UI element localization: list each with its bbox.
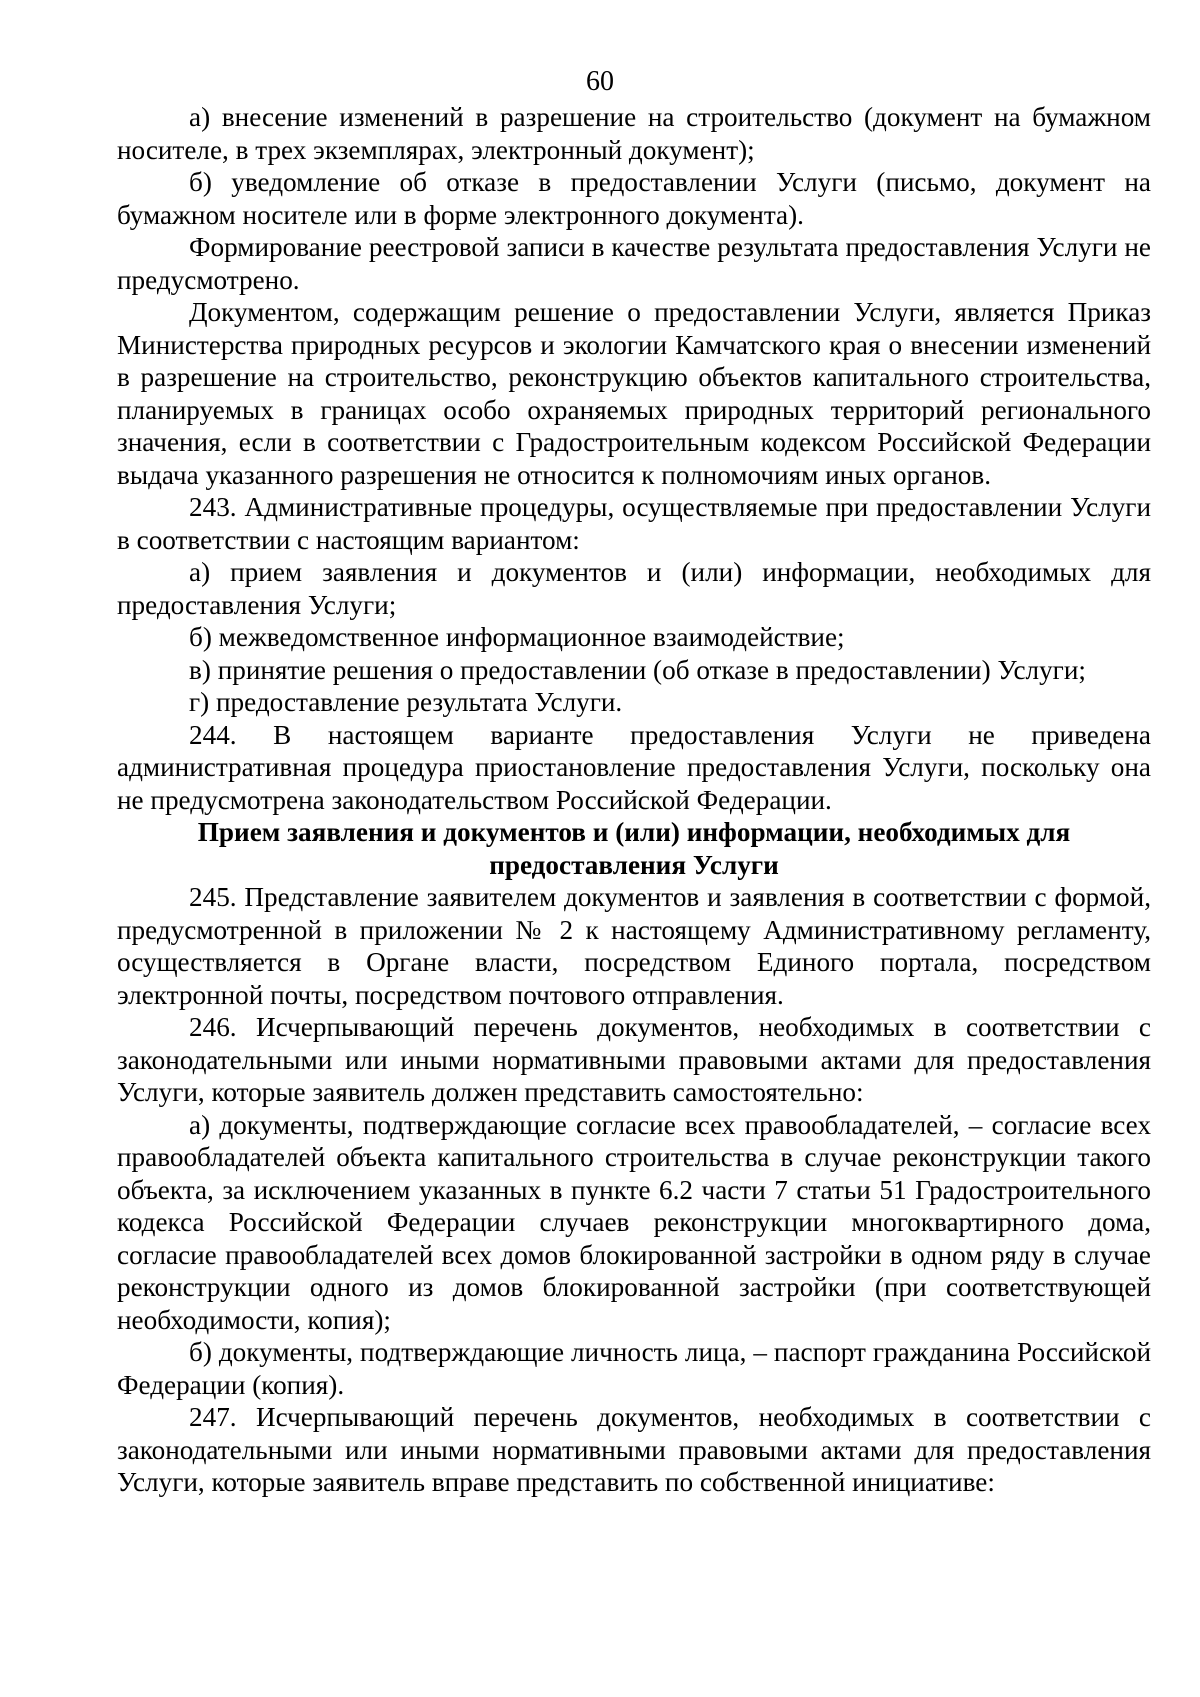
paragraph-246-b: б) документы, подтверждающие личность лица, – паспорт гражданина Российской Федерации (копия). [117, 1337, 1151, 1400]
paragraph-243-b: б) межведомственное информационное взаимодействие; [189, 622, 845, 652]
paragraph-243-c: в) принятие решения о предоставлении (об отказе в предоставлении) Услуги; [189, 654, 1086, 685]
section-heading: Прием заявления и документов и (или) информации, необходимых для предоставления Услуги [197, 817, 1071, 880]
paragraph-243-a: а) прием заявления и документов и (или) информации, необходимых для предоставления Услуги; [117, 557, 1151, 620]
paragraph-244: 244. В настоящем варианте предоставления Услуги не приведена административная процедура приостановление предоставления Услуги, поскольку она не предусмотрена законодательством Российской Федерации. [117, 719, 1151, 815]
paragraph-247: 247. Исчерпывающий перечень документов, необходимых в соответствии с законодательными или иными нормативными правовыми актами для предоставления Услуги, которые заявитель вправе представить по собственной инициативе: [117, 1402, 1151, 1497]
paragraph-243: 243. Административные процедуры, осуществляемые при предоставлении Услуги в соответствии с настоящим вариантом: [117, 492, 1151, 555]
paragraph-registry-record: Формирование реестровой записи в качестве результата предоставления Услуги не предусмотрено. [117, 232, 1151, 295]
document-body [117, 101, 1151, 1499]
paragraph-result-amendment: а) внесение изменений в разрешение на строительство (документ на бумажном носителе, в трех экземплярах, электронный документ); [117, 102, 1151, 165]
page-number: 60 [586, 66, 614, 97]
paragraph-decision-document: Документом, содержащим решение о предоставлении Услуги, является Приказ Министерства природных ресурсов и экологии Камчатского края о внесении изменений в разрешение на строительство, реконструкцию объектов капитального строительства, планируемых в границах особо охраняемых природных территорий регионального значения, если в соответствии с Градостроительным кодексом Российской Федерации выдача указанного разрешения не относится к полномочиям иных органов. [117, 297, 1151, 490]
paragraph-result-refusal: б) уведомление об отказе в предоставлении Услуги (письмо, документ на бумажном носителе или в форме электронного документа). [117, 167, 1151, 230]
paragraph-243-d: г) предоставление результата Услуги. [189, 687, 623, 717]
paragraph-245: 245. Представление заявителем документов и заявления в соответствии с формой, предусмотренной в приложении № 2 к настоящему Административному регламенту, осуществляется в Органе власти, посредством Единого портала, посредством электронной почты, посредством почтового отправления. [117, 882, 1151, 1010]
paragraph-246-a: а) документы, подтверждающие согласие всех правообладателей, – согласие всех правообладателей объекта капитального строительства в случае реконструкции такого объекта, за исключением указанных в пункте 6.2 части 7 статьи 51 Градостроительного кодекса Российской Федерации случаев реконструкции многоквартирного дома, согласие правообладателей всех домов блокированной застройки в одном ряду в случае реконструкции одного из домов блокированной застройки (при соответствующей необходимости, копия); [117, 1109, 1151, 1335]
paragraph-246: 246. Исчерпывающий перечень документов, необходимых в соответствии с законодательными или иными нормативными правовыми актами для предоставления Услуги, которые заявитель должен представить самостоятельно: [117, 1012, 1151, 1107]
